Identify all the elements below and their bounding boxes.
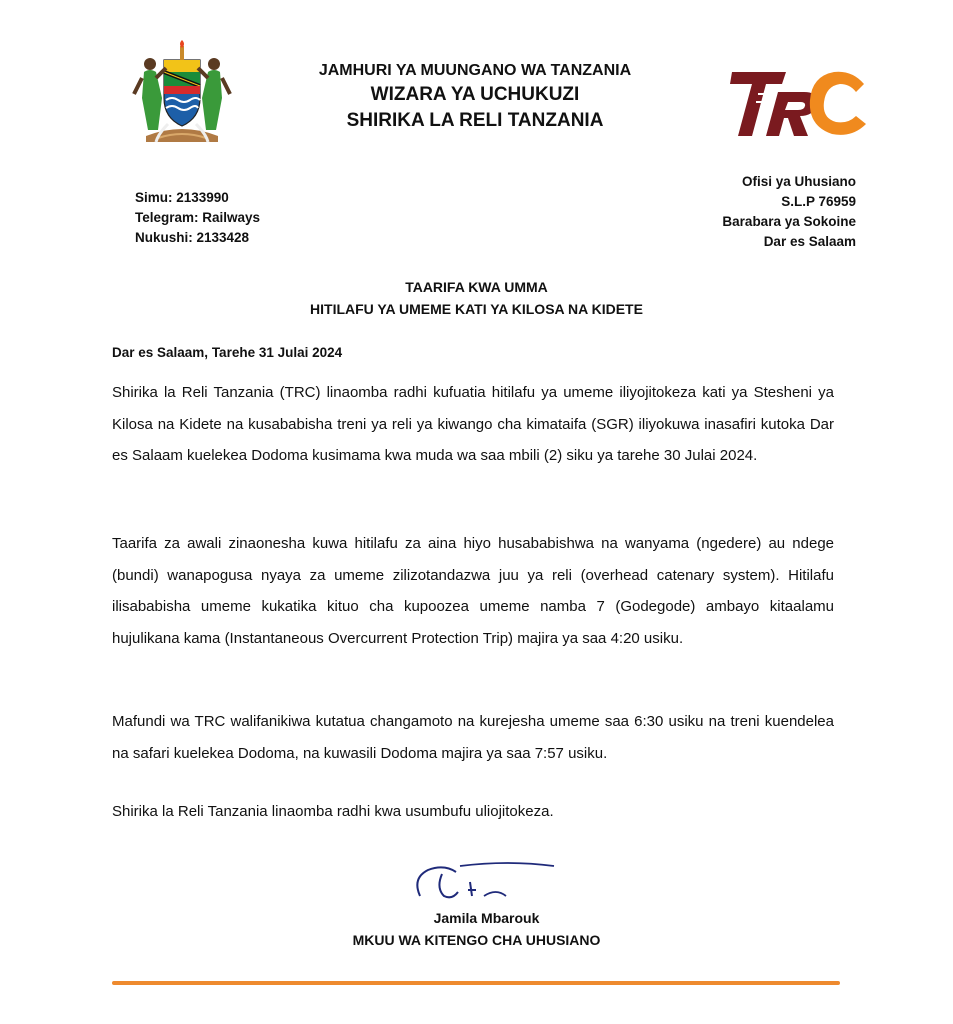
signatory-title: MKUU WA KITENGO CHA UHUSIANO [352,932,601,948]
body-paragraph: Taarifa za awali zinaonesha kuwa hitilafu za aina hiyo husababishwa na wanyama (ngedere) au ndege (bundi) wanapogusa nyaya za umeme zilizotandazwa juu ya reli (overhead catenary system). Hitilafu ilisababisha umeme kukatika kituo cha kupoozea umeme namba 7 (Godegode) ambayo kitaalamu hujulikana kama (Instantaneous Overcurrent Protection Trip) majira ya saa 4:20 usiku. [112,535,834,647]
footer-divider [112,981,840,985]
telegram-address: Telegram: Railways [135,210,261,225]
body-paragraph: Mafundi wa TRC walifanikiwa kutatua changamoto na kurejesha umeme saa 6:30 usiku na treni kuendelea na safari kuelekea Dodoma, na kuwasili Dodoma majira ya saa 7:57 usiku. [112,713,834,762]
contact-details [135,188,260,248]
republic-name: JAMHURI YA MUUNGANO WA TANZANIA [318,62,632,79]
body-paragraph: Shirika la Reli Tanzania linaomba radhi kwa usumbufu uliojitokeza. [112,803,554,820]
office-name: Ofisi ya Uhusiano [741,174,856,189]
body-paragraph: Shirika la Reli Tanzania (TRC) linaomba radhi kufuatia hitilafu ya umeme iliyojitokeza kati ya Stesheni ya Kilosa na Kidete na kusababisha treni ya reli ya kiwango cha kimataifa (SGR) iliyokuwa inasafiri kutoka Dar es Salaam kuelekea Dodoma kusimama kwa muda wa saa mbili (2) siku ya tarehe 30 Julai 2024. [112,384,834,464]
signature-icon [398,852,558,912]
street-name: Barabara ya Sokoine [722,214,856,229]
ministry-name: WIZARA YA UCHUKUZI [370,84,580,105]
date-line: Dar es Salaam, Tarehe 31 Julai 2024 [112,345,343,360]
phone-number: Simu: 2133990 [135,190,229,205]
signatory-name: Jamila Mbarouk [433,910,540,926]
notice-heading [0,276,953,320]
notice-title: TAARIFA KWA UMMA [405,279,548,295]
trc-logo [728,64,874,142]
letterhead-title [250,60,700,134]
corporation-name: SHIRIKA LA RELI TANZANIA [346,110,604,131]
po-box: S.L.P 76959 [781,194,856,209]
city-name: Dar es Salaam [763,234,856,249]
postal-address [722,172,856,252]
tanzania-coat-of-arms-icon [128,38,236,146]
fax-number: Nukushi: 2133428 [135,230,250,245]
notice-subtitle: HITILAFU YA UMEME KATI YA KILOSA NA KIDETE [310,301,643,317]
